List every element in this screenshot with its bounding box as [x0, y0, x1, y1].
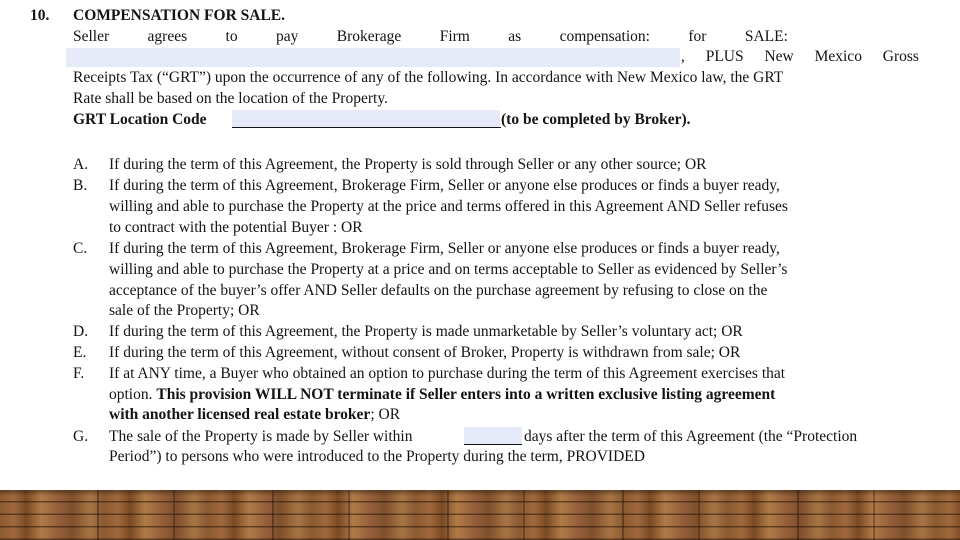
word: to — [225, 28, 238, 45]
word: agrees — [147, 28, 188, 45]
item-c-line: willing and able to purchase the Property at a price and on terms acceptable to Seller as evidenced by Seller’s — [109, 261, 788, 278]
word: , — [681, 48, 685, 65]
grt-location-suffix: (to be completed by Broker). — [501, 111, 691, 128]
item-c-line: If during the term of this Agreement, Brokerage Firm, Seller or anyone else produces or finds a buyer ready, — [109, 240, 780, 257]
word: Mexico — [814, 48, 862, 65]
intro-line-1 — [73, 27, 788, 47]
item-c-line: sale of the Property; OR — [109, 302, 260, 319]
intro-line-2 — [681, 47, 919, 67]
section-number: 10. — [30, 7, 50, 24]
grt-location-code-field[interactable] — [232, 110, 500, 128]
item-letter-a: A. — [73, 156, 89, 173]
intro-line-4: Rate shall be based on the location of the Property. — [73, 90, 388, 107]
item-b-line: If during the term of this Agreement, Brokerage Firm, Seller or anyone else produces or finds a buyer ready, — [109, 177, 780, 194]
word: SALE: — [744, 28, 788, 45]
item-c-line: acceptance of the buyer’s offer AND Seller defaults on the purchase agreement by refusing to close on the — [109, 282, 768, 299]
item-d-line: If during the term of this Agreement, the Property is made unmarketable by Seller’s voluntary act; OR — [109, 323, 743, 340]
item-letter-f: F. — [73, 365, 85, 382]
compensation-amount-field[interactable] — [66, 48, 680, 67]
word: for — [688, 28, 707, 45]
item-letter-c: C. — [73, 240, 88, 257]
word: Seller — [73, 28, 110, 45]
intro-line-3: Receipts Tax (“GRT”) upon the occurrence of any of the following. In accordance with New Mexico law, the GRT — [73, 69, 784, 86]
protection-days-field[interactable] — [464, 427, 522, 445]
item-f-text: ; OR — [370, 406, 401, 423]
word: pay — [275, 28, 299, 45]
item-a-line: If during the term of this Agreement, the Property is sold through Seller or any other source; OR — [109, 156, 707, 173]
item-f-text: option. — [109, 386, 157, 403]
item-f-bold-text: with another licensed real estate broker — [109, 406, 371, 423]
item-b-line: willing and able to purchase the Property at the price and terms offered in this Agreement AND Seller refuses — [109, 198, 788, 215]
word: PLUS — [705, 48, 744, 65]
word: Firm — [439, 28, 470, 45]
item-g-line: Period”) to persons who were introduced to the Property during the term, PROVIDED — [109, 448, 645, 465]
item-f-line — [109, 405, 400, 425]
item-letter-b: B. — [73, 177, 88, 194]
item-g-line: days after the term of this Agreement (the “Protection — [524, 428, 858, 445]
item-g-line: The sale of the Property is made by Seller within — [109, 428, 413, 445]
item-letter-e: E. — [73, 344, 87, 361]
item-e-line: If during the term of this Agreement, without consent of Broker, Property is withdrawn from sale; OR — [109, 344, 741, 361]
word: as — [508, 28, 522, 45]
word: New — [764, 48, 794, 65]
grt-location-underline — [232, 127, 501, 128]
word: Gross — [882, 48, 919, 65]
item-b-line: to contract with the potential Buyer : OR — [109, 219, 363, 236]
grt-location-label: GRT Location Code — [73, 111, 207, 128]
item-f-bold-text: This provision WILL NOT terminate if Seller enters into a written exclusive listing agreement — [156, 386, 776, 403]
word: Brokerage — [336, 28, 402, 45]
wood-floor-grain — [0, 490, 960, 540]
item-letter-g: G. — [73, 428, 89, 445]
section-title: COMPENSATION FOR SALE. — [73, 7, 285, 24]
item-f-line: If at ANY time, a Buyer who obtained an option to purchase during the term of this Agreement exercises that — [109, 365, 786, 382]
protection-days-underline — [464, 444, 522, 445]
word: compensation: — [559, 28, 650, 45]
item-letter-d: D. — [73, 323, 89, 340]
item-f-line — [109, 385, 775, 405]
